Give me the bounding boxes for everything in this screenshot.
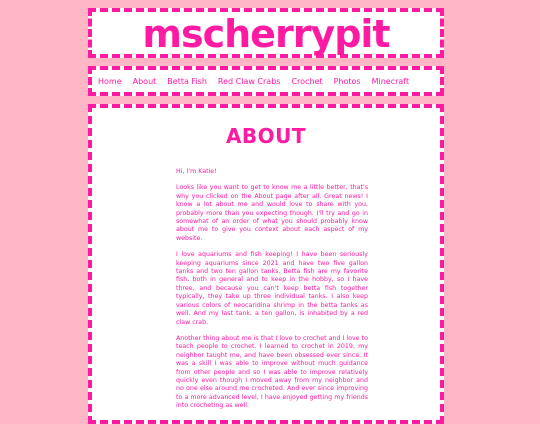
nav-photos[interactable]: Photos <box>333 76 361 86</box>
nav-bar <box>88 66 444 96</box>
nav-home[interactable]: Home <box>98 76 122 86</box>
nav-about[interactable]: About <box>132 76 157 86</box>
paragraph-greeting: Hi, I'm Katie! <box>176 168 217 175</box>
paragraph-crochet: Another thing about me is that I love to crochet and I love to teach people to crochet. I learned to crochet in 2019, my neighbor taught me, and have been obsessed ever since. It was a skill I was able to improve without much guidance from other people and so I was able to improve relatively quickly even though I moved away from my neighbor and no one else around me crocheted. And ever since improving to a more advanced level, I have enjoyed getting my friends into crocheting as well. <box>176 334 368 410</box>
nav-crochet[interactable]: Crochet <box>291 76 323 86</box>
main-content-box <box>88 104 444 424</box>
nav-minecraft[interactable]: Minecraft <box>371 76 410 86</box>
page-title: ABOUT <box>225 124 307 148</box>
paragraph-intro: Looks like you want to get to know me a little better, that's why you clicked on the About page after all. Great news! I know a lot about me and would love to share with you, probably more than you expecting though. I'll try and go in somewhat of an order of what you should probably know about me to give you context about each aspect of my website. <box>176 184 368 242</box>
nav-red-claw-crabs[interactable]: Red Claw Crabs <box>217 76 281 86</box>
site-title[interactable]: mscherrypit <box>142 12 390 56</box>
nav-betta-fish[interactable]: Betta Fish <box>167 76 207 86</box>
about-text <box>176 168 368 419</box>
site-header <box>88 8 444 58</box>
paragraph-aquariums: I love aquariums and fish keeping! I have been seriously keeping aquariums since 2021 and have two five gallon tanks and two ten gallon tanks. Betta fish are my favorite fish, both in general and to keep in the hobby, so I have three, and because you can't keep betta fish together typically, they take up three individual tanks. I also keep various colors of neocaridina shrimp in the betta tanks as well. And my last tank, a ten gallon, is inhabited by a red claw crab. <box>176 251 368 326</box>
